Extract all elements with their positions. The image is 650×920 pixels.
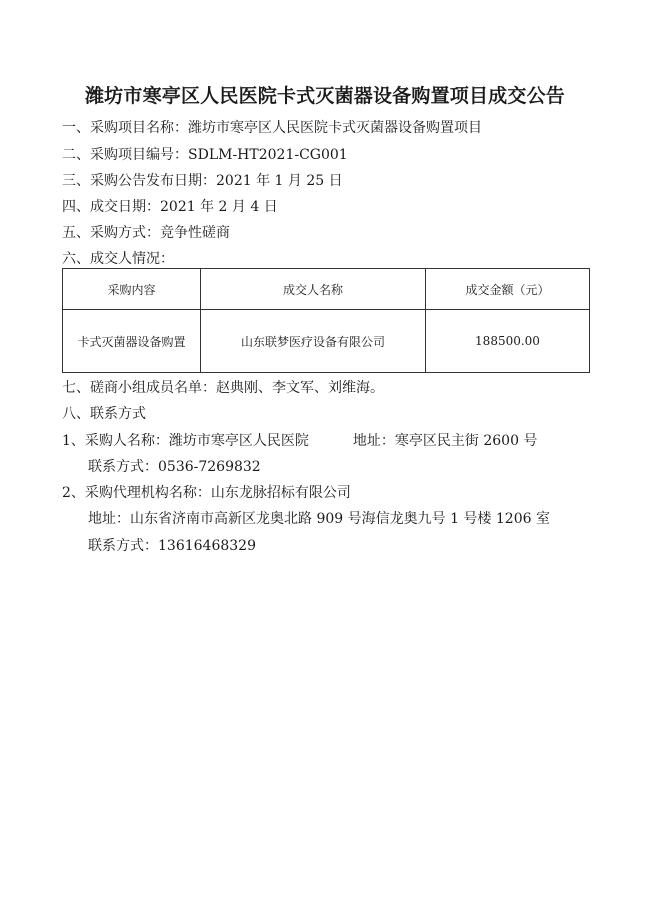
- cell-awardee-name: 山东联梦医疗设备有限公司: [201, 310, 426, 373]
- project-name-line: 一、采购项目名称：潍坊市寒亭区人民医院卡式灭菌器设备购置项目: [62, 120, 482, 136]
- cell-procurement-content: 卡式灭菌器设备购置: [63, 310, 201, 373]
- contact-heading: 八、联系方式: [62, 406, 146, 422]
- header-award-amount: 成交金额（元）: [426, 269, 590, 310]
- purchaser-address: 地址：寒亭区民主街 2600 号: [352, 433, 538, 449]
- cell-award-amount: 188500.00: [426, 310, 590, 373]
- award-date-line: 四、成交日期：2021 年 2 月 4 日: [62, 199, 278, 215]
- purchaser-line: [62, 431, 537, 451]
- header-awardee-name: 成交人名称: [201, 269, 426, 310]
- page-title: 潍坊市寒亭区人民医院卡式灭菌器设备购置项目成交公告: [84, 85, 565, 107]
- header-procurement-content: 采购内容: [63, 269, 201, 310]
- awardee-heading: 六、成交人情况：: [62, 251, 174, 267]
- award-table: [62, 268, 590, 373]
- project-number-line: 二、采购项目编号：SDLM-HT2021-CG001: [62, 147, 348, 163]
- procurement-method-line: 五、采购方式：竞争性磋商: [62, 225, 230, 241]
- announcement-date-line: 三、采购公告发布日期：2021 年 1 月 25 日: [62, 173, 343, 189]
- agency-address: 地址：山东省济南市高新区龙奥北路 909 号海信龙奥九号 1 号楼 1206 室: [88, 511, 550, 527]
- table-header-row: [63, 269, 590, 310]
- purchaser-name: 1、采购人名称：潍坊市寒亭区人民医院: [62, 433, 309, 449]
- agency-name-line: 2、采购代理机构名称：山东龙脉招标有限公司: [62, 485, 351, 501]
- table-row: [63, 310, 590, 373]
- agency-phone: 联系方式：13616468329: [88, 538, 256, 554]
- purchaser-phone: 联系方式：0536-7269832: [88, 459, 261, 475]
- panel-members-line: 七、磋商小组成员名单：赵典刚、李文军、刘维海。: [62, 380, 384, 396]
